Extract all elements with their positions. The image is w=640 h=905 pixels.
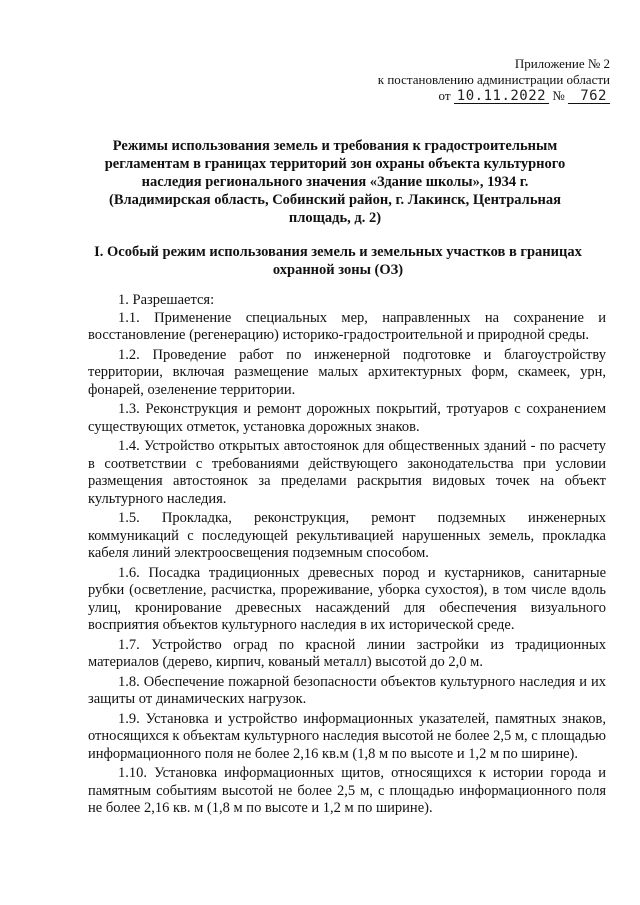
number-prefix: № <box>552 88 565 103</box>
paragraph-1-10: 1.10. Установка информационных щитов, относящихся к истории города и памятным событиям высотой не более 2,5 м, с площадью информационного поля не более 2,16 кв. м (1,8 м по высоте и 1,2 м по ширине). <box>88 765 606 816</box>
document-title: Режимы использования земель и требования к градостроительным регламентам в границах территорий зон охраны объекта культурного наследия регионального значения «Здание школы», 1934 г. (Владимирская область, Собинский район, г. Лакинск, Центральная площадь, д. 2) <box>104 138 566 226</box>
resolution-number: 762 <box>568 89 610 104</box>
paragraph-1-7: 1.7. Устройство оград по красной линии застройки из традиционных материалов (дерево, кирпич, кованый металл) высотой до 2,0 м. <box>88 636 606 670</box>
paragraph-1-3: 1.3. Реконструкция и ремонт дорожных покрытий, тротуаров с сохранением существующих отметок, установка дорожных знаков. <box>88 401 606 435</box>
paragraph-1-6: 1.6. Посадка традиционных древесных пород и кустарников, санитарные рубки (осветление, расчистка, прореживание, уборка сухостоя), в том числе вдоль улиц, кронирование древесных насаждений для обеспечения визуального восприятия объектов культурного наследия в их исторической среде. <box>88 564 606 633</box>
date-prefix: от <box>438 88 451 103</box>
paragraph-1-9: 1.9. Установка и устройство информационных указателей, памятных знаков, относящихся к объектам культурного наследия высотой не более 2,5 м, с площадью информационного поля не более 2,16 кв.м (1,8 м по высоте и 1,2 м по ширине). <box>88 710 606 762</box>
section-heading: I. Особый режим использования земель и земельных участков в границах охранной зоны (ОЗ) <box>94 244 582 278</box>
paragraph-1-1: 1.1. Применение специальных мер, направленных на сохранение и восстановление (регенерацию) историко-градостроительной и природной среды. <box>88 309 606 343</box>
document-body <box>88 292 606 818</box>
paragraph-1-2: 1.2. Проведение работ по инженерной подготовке и благоустройству территории, включая размещение малых архитектурных форм, скамеек, урн, фонарей, озеленение территории. <box>88 346 606 398</box>
annex-label: Приложение № 2 <box>514 56 610 71</box>
paragraph-1-5: 1.5. Прокладка, реконструкция, ремонт подземных инженерных коммуникаций с последующей рекультивацией нарушенных земель, прокладка кабеля линий электроосвещения подземным способом. <box>88 510 606 561</box>
paragraph-1-4: 1.4. Устройство открытых автостоянок для общественных зданий - по расчету в соответствии с требованиями действующего законодательства при условии размещения автостоянок за пределами раскрытия видовых точек на объект культурного наследия. <box>88 438 606 507</box>
resolution-date-number <box>378 88 610 104</box>
paragraph-1-8: 1.8. Обеспечение пожарной безопасности объектов культурного наследия и их защиты от динамических нагрузок. <box>88 673 606 707</box>
paragraph-intro: 1. Разрешается: <box>118 292 215 308</box>
annex-header <box>378 56 610 104</box>
resolution-reference: к постановлению администрации области <box>377 72 610 87</box>
resolution-date: 10.11.2022 <box>454 89 549 104</box>
